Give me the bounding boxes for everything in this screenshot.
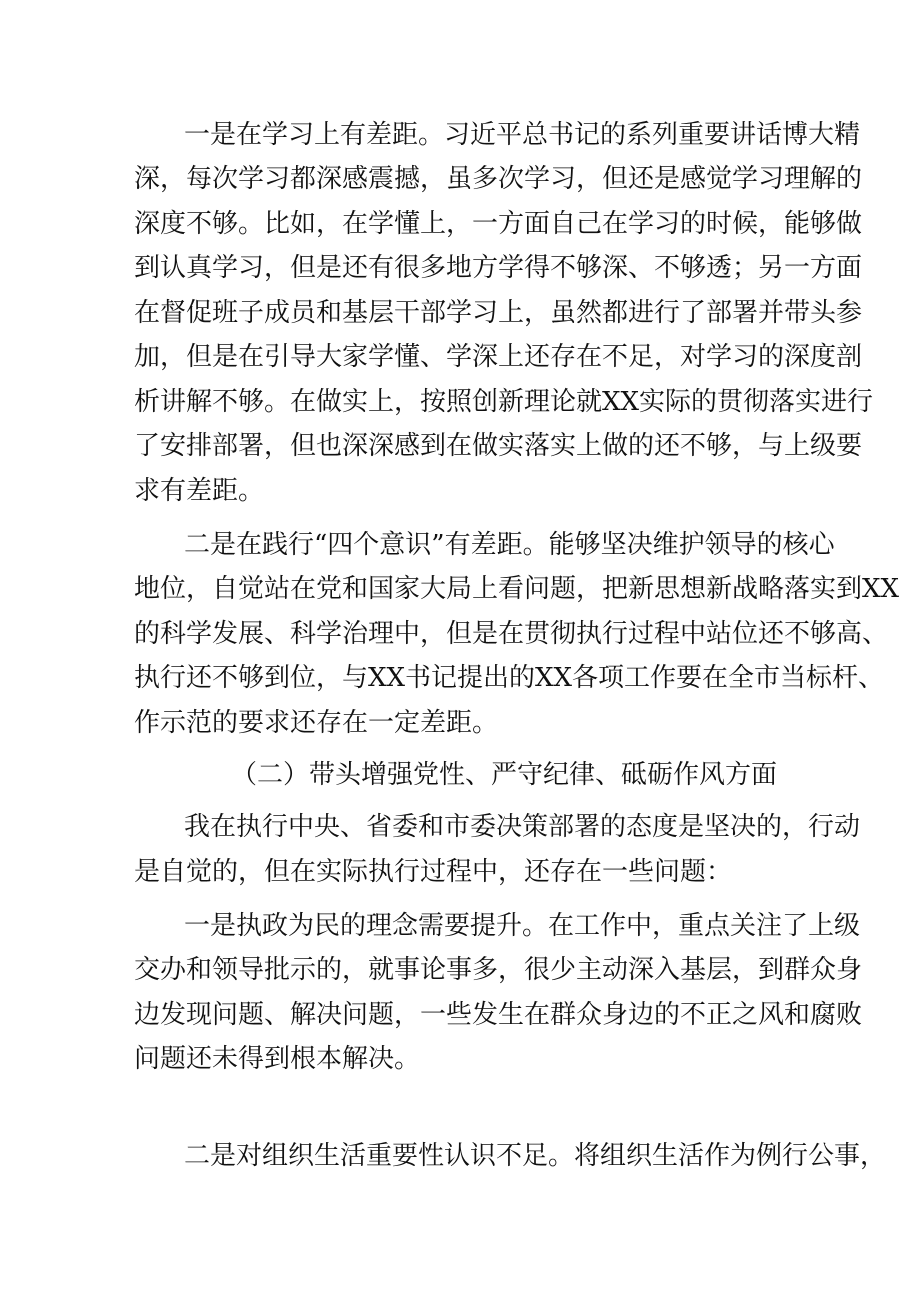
paragraph-1-line-1: 一是在学习上有差距。习近平总书记的系列重要讲话博大精	[184, 120, 861, 150]
paragraph-1-line-3: 深度不够。比如，在学懂上，一方面自己在学习的时候，能够做	[134, 209, 863, 239]
paragraph-4-line-4: 问题还未得到根本解决。	[134, 1044, 421, 1074]
paragraph-1-line-2: 深，每次学习都深感震撼，虽多次学习，但还是感觉学习理解的	[134, 164, 863, 194]
paragraph-1-line-9: 求有差距。	[134, 476, 265, 506]
paragraph-2-line-3: 的科学发展、科学治理中，但是在贯彻执行过程中站位还不够高、	[134, 619, 889, 649]
paragraph-4-line-3: 边发现问题、解决问题，一些发生在群众身边的不正之风和腐败	[134, 1000, 863, 1030]
paragraph-2-line-2: 地位，自觉站在党和国家大局上看问题，把新思想新战略落实到XX	[134, 574, 900, 604]
paragraph-2-line-5: 作示范的要求还存在一定差距。	[134, 708, 499, 738]
paragraph-1-line-8: 了安排部署，但也深深感到在做实落实上做的还不够，与上级要	[134, 431, 863, 461]
paragraph-4-line-2: 交办和领导批示的，就事论事多，很少主动深入基层，到群众身	[134, 955, 863, 985]
paragraph-1-line-6: 加，但是在引导大家学懂、学深上还存在不足，对学习的深度剖	[134, 342, 863, 372]
paragraph-3-line-2: 是自觉的，但在实际执行过程中，还存在一些问题：	[134, 857, 733, 887]
paragraph-1-line-7: 析讲解不够。在做实上，按照创新理论就XX实际的贯彻落实进行	[134, 387, 874, 417]
paragraph-1-line-5: 在督促班子成员和基层干部学习上，虽然都进行了部署并带头参	[134, 298, 863, 328]
paragraph-2-line-1: 二是在践行“四个意识”有差距。能够坚决维护领导的核心	[184, 530, 835, 560]
paragraph-2-line-4: 执行还不够到位，与XX书记提出的XX各项工作要在全市当标杆、	[134, 663, 885, 693]
paragraph-5-line-1: 二是对组织生活重要性认识不足。将组织生活作为例行公事，	[184, 1141, 887, 1171]
paragraph-1-line-4: 到认真学习，但是还有很多地方学得不够深、不够透；另一方面	[134, 253, 863, 283]
paragraph-4-line-1: 一是执政为民的理念需要提升。在工作中，重点关注了上级	[184, 911, 861, 941]
section-heading: （二）带头增强党性、严守纪律、砥砺作风方面	[231, 760, 778, 790]
paragraph-3-line-1: 我在执行中央、省委和市委决策部署的态度是坚决的，行动	[184, 812, 861, 842]
